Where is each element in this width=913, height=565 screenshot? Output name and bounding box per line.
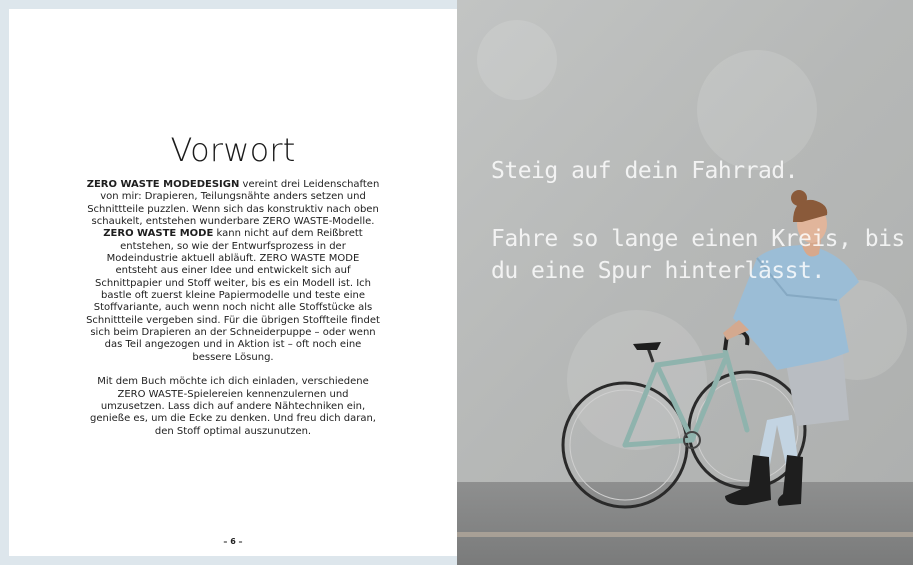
foreword-text [85, 179, 381, 450]
left-page [9, 9, 457, 556]
pavement [457, 482, 913, 565]
pavement-edge [457, 532, 913, 537]
paragraph-1-text-b: kann nicht auf dem Reißbrett entstehen, so wie der Entwurfsprozess in der Modeindustrie aktuell abläuft. ZERO WASTE MODE entsteht aus einer Idee und entwickelt sich auf Schnittpapier und Stoff weiter, bis es ein Modell ist. Ich bastle oft zuerst kleine Papiermodelle und teste eine Stoffvariante, auch wenn noch nicht alle Stoffstücke als Schnittteile vergeben sind. Für die übrigen Stoffteile findet sich beim Drapieren an der Schneiderpuppe – oder wenn das Teil angezogen und in Aktion ist – oft noch eine bessere Lösung. [86, 228, 380, 363]
wall-quote-line-1: Steig auf dein Fahrrad. [491, 158, 798, 184]
paragraph-1 [85, 179, 381, 364]
paragraph-2: Mit dem Buch möchte ich dich einladen, verschiedene ZERO WASTE-Spielereien kennenzulernen und umzusetzen. Lass dich auf andere Nähtechniken ein, genieße es, um die Ecke zu denken. Und freu dich daran, den Stoff optimal auszunutzen. [90, 376, 376, 437]
hair-bun [791, 190, 807, 206]
lead-bold: ZERO WASTE MODEDESIGN [86, 179, 240, 190]
page-title: Vorwort [170, 131, 296, 169]
page-number: – 6 – [223, 537, 243, 546]
right-page [457, 0, 913, 565]
wall-quote-line-3: du eine Spur hinterlässt. [491, 258, 825, 284]
mid-bold: ZERO WASTE MODE [103, 228, 214, 240]
wall-quote-line-2: Fahre so lange einen Kreis, bis [491, 226, 905, 252]
paragraph-1-text-a: vereint drei Leidenschaften von mir: Drapieren, Teilungsnähte anders setzen und Schnittteile puzzlen. Wenn sich das konstruktiv nach oben schaukelt, entstehen wunderbare ZERO WASTE-Modelle. [87, 179, 380, 228]
